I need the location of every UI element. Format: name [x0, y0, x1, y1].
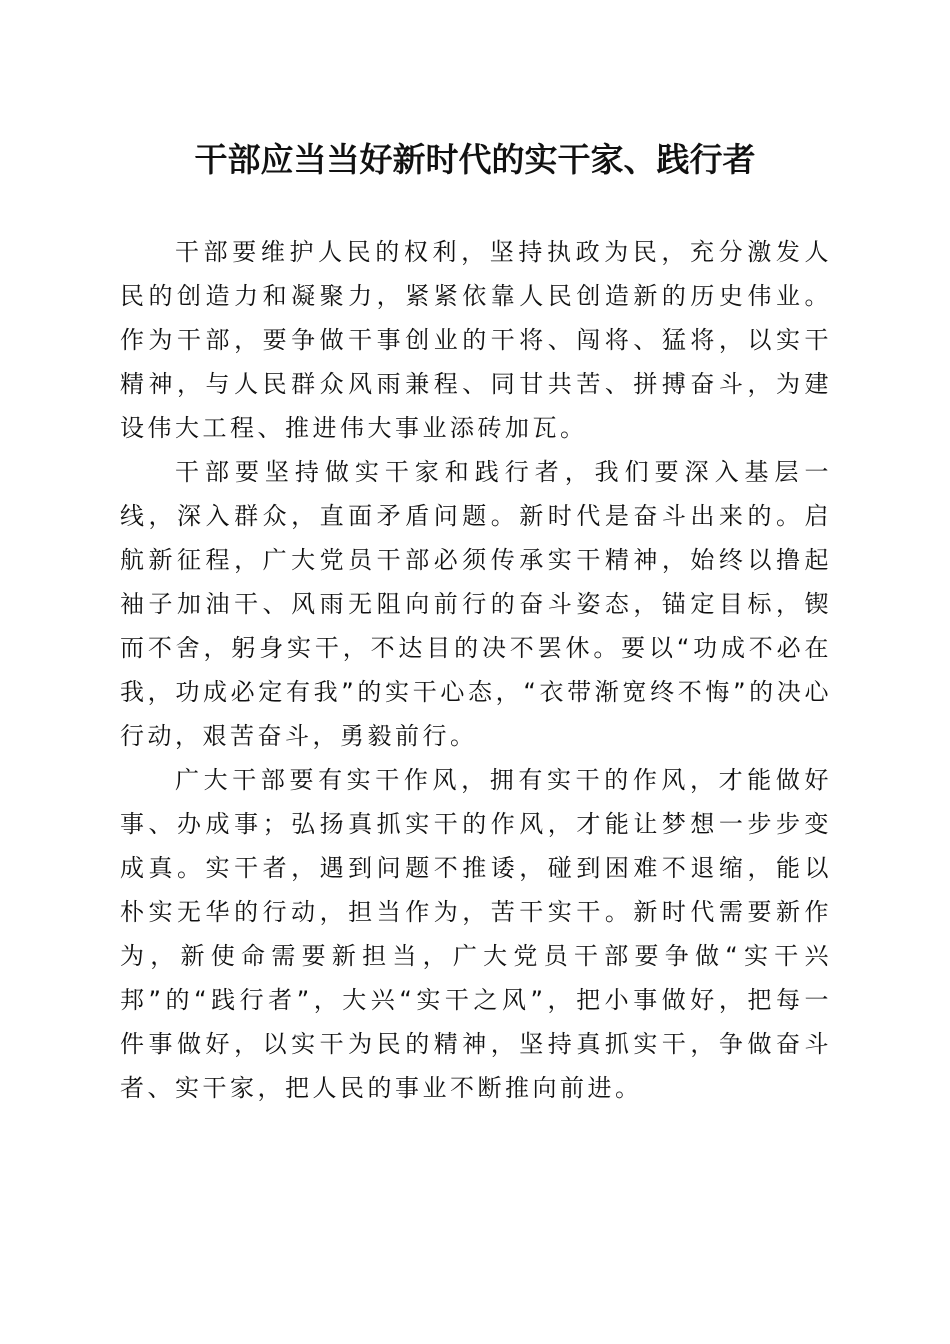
paragraph-2: 干部要坚持做实干家和践行者，我们要深入基层一线，深入群众，直面矛盾问题。新时代是奋斗出来的。启航新征程，广大党员干部必须传承实干精神，始终以撸起袖子加油干、风雨无阻向前行的奋斗姿态，锚定目标，锲而不舍，躬身实干，不达目的决不罢休。要以“功成不必在我，功成必定有我”的实干心态，“衣带渐宽终不悔”的决心行动，艰苦奋斗，勇毅前行。 — [120, 458, 832, 750]
document-body — [120, 230, 832, 1110]
document-title: 干部应当当好新时代的实干家、践行者 — [194, 140, 756, 179]
paragraph-3: 广大干部要有实干作风，拥有实干的作风，才能做好事、办成事；弘扬真抓实干的作风，才能让梦想一步步变成真。实干者，遇到问题不推诿，碰到困难不退缩，能以朴实无华的行动，担当作为，苦干实干。新时代需要新作为，新使命需要新担当，广大党员干部要争做“实干兴邦”的“践行者”，大兴“实干之风”，把小事做好，把每一件事做好，以实干为民的精神，坚持真抓实干，争做奋斗者、实干家，把人民的事业不断推向前进。 — [120, 766, 832, 1102]
paragraph-1: 干部要维护人民的权利，坚持执政为民，充分激发人民的创造力和凝聚力，紧紧依靠人民创造新的历史伟业。作为干部，要争做干事创业的干将、闯将、猛将，以实干精神，与人民群众风雨兼程、同甘共苦、拼搏奋斗，为建设伟大工程、推进伟大事业添砖加瓦。 — [120, 238, 832, 442]
